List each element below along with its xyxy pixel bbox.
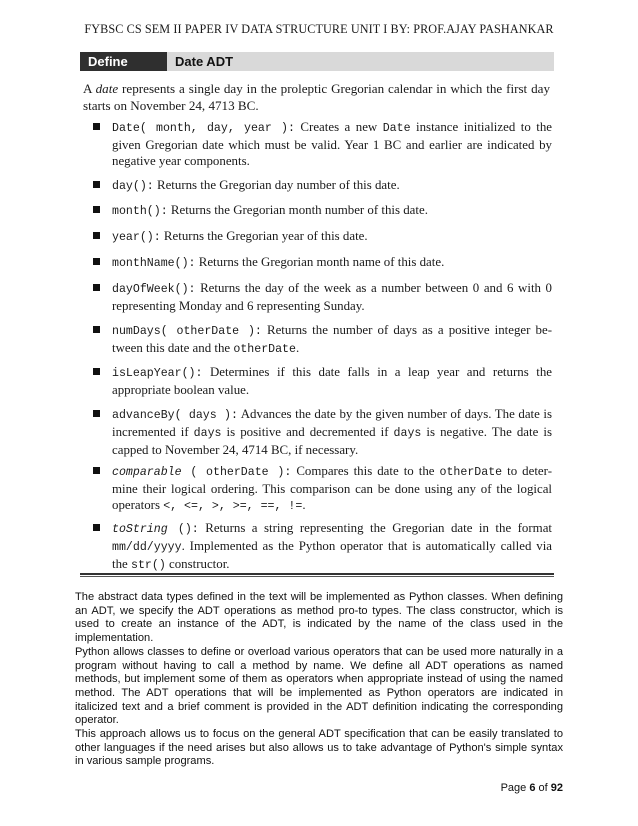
paragraph: The abstract data types defined in the text will be implemented as Python classes. When defining an ADT, we specify the ADT operations as method pro-to types. The class constructor, which is used to create an instance of the ADT, is indicated by the name of the class used in the implementation. — [75, 591, 563, 645]
operation-item: year(): Returns the Gregorian year of this date. — [112, 228, 552, 246]
bullet-icon — [93, 258, 100, 265]
operation-signature: toString — [112, 523, 168, 536]
operation-item: Date( month, day, year ): Creates a new Date instance initialized to the given Gregorian date which must be valid. Year 1 BC and earlier are indicated by negative year components. — [112, 119, 552, 170]
bullet-icon — [93, 368, 100, 375]
current-page: 6 — [529, 782, 536, 794]
bullet-icon — [93, 206, 100, 213]
operation-item: advanceBy( days ): Advances the date by the given number of days. The date is incremented if days is positive and decremented if days is negative. The date is capped to November 24, 4714 BC, if necessary. — [112, 406, 552, 459]
operation-signature: day(): — [112, 180, 154, 193]
define-tag: Define — [80, 52, 167, 71]
operation-item: day(): Returns the Gregorian day number of this date. — [112, 177, 552, 195]
operation-item: monthName(): Returns the Gregorian month name of this date. — [112, 254, 552, 272]
operation-item: numDays( otherDate ): Returns the number of days as a positive integer be- tween this date and the otherDate. — [112, 322, 552, 358]
bullet-icon — [93, 284, 100, 291]
operation-signature: Date( month, day, year ): — [112, 122, 295, 135]
operation-signature: advanceBy( days ): — [112, 409, 238, 422]
operation-item: month(): Returns the Gregorian month number of this date. — [112, 202, 552, 220]
bullet-icon — [93, 232, 100, 239]
bullet-icon — [93, 467, 100, 474]
bullet-icon — [93, 326, 100, 333]
page-header: FYBSC CS SEM II PAPER IV DATA STRUCTURE UNIT I BY: PROF.AJAY PASHANKAR — [84, 22, 554, 36]
bullet-icon — [93, 181, 100, 188]
operation-item: toString (): Returns a string representing the Gregorian date in the format mm/dd/yyyy. Implemented as the Python operator that is automatically called via the str() constructor. — [112, 520, 552, 575]
operation-signature: year(): — [112, 231, 161, 244]
operation-signature: isLeapYear(): — [112, 367, 203, 380]
paragraph: This approach allows us to focus on the general ADT specification that can be easily translated to other languages if the need arises but also allows us to take advantage of Python's simple syntax in various sample programs. — [75, 728, 563, 768]
define-bar — [80, 52, 554, 71]
intro-term: date — [95, 81, 119, 96]
bullet-icon — [93, 524, 100, 531]
operation-signature: numDays( otherDate ): — [112, 325, 262, 338]
total-pages: 92 — [550, 782, 563, 794]
divider — [80, 576, 554, 577]
define-title: Date ADT — [175, 54, 234, 69]
operation-item: isLeapYear(): Determines if this date falls in a leap year and returns the appropriate boolean value. — [112, 364, 552, 398]
operation-item: comparable ( otherDate ): Compares this date to the otherDate to deter- mine their logical ordering. This comparison can be done using any of the logical operators <, <=, >, >=, ==, !=. — [112, 463, 552, 516]
operation-item: dayOfWeek(): Returns the day of the week as a number between 0 and 6 with 0 representing Monday and 6 representing Sunday. — [112, 280, 552, 314]
bullet-icon — [93, 123, 100, 130]
operation-signature: dayOfWeek(): — [112, 283, 196, 296]
adt-intro: A date represents a single day in the proleptic Gregorian calendar in which the first day starts on November 24, 4713 BC. — [83, 81, 550, 113]
operation-signature: month(): — [112, 205, 168, 218]
operation-signature: comparable — [112, 466, 182, 479]
paragraph: Python allows classes to define or overload various operators that can be used more naturally in a program without having to call a method by name. We define all ADT operations as named methods, but implement some of them as operators when appropriate instead of using the named method. The ADT operations that will be implemented as Python operators are indicated in italicized text and a brief comment is provided in the ADT definition indicating the corresponding operator. — [75, 645, 563, 727]
divider — [80, 573, 554, 575]
page-number: Page 6 of 92 — [500, 782, 563, 794]
bullet-icon — [93, 410, 100, 417]
operation-signature: monthName(): — [112, 257, 196, 270]
body-text — [75, 591, 563, 769]
adt-definition-box — [80, 47, 554, 580]
